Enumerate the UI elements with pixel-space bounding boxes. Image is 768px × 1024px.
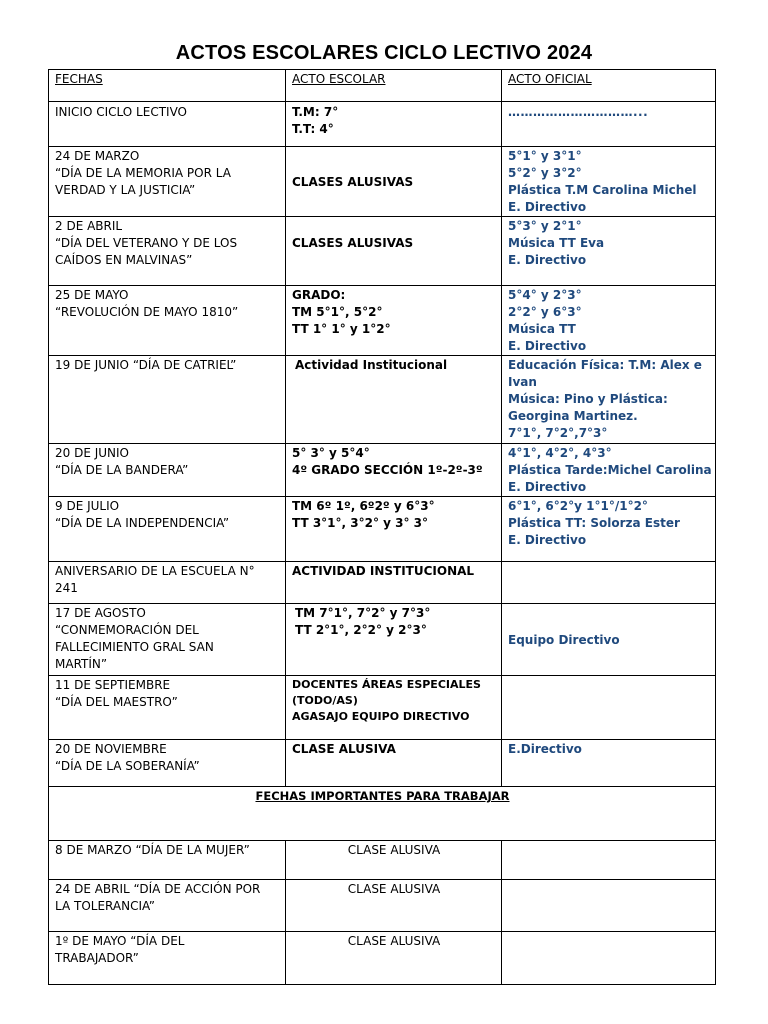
oficial-line: E. Directivo	[508, 339, 587, 353]
escolar-line: TT 1° 1° y 1°2°	[292, 322, 391, 336]
page-title: ACTOS ESCOLARES CICLO LECTIVO 2024	[175, 42, 593, 64]
fecha-line: “DÍA DE LA SOBERANÍA”	[55, 759, 200, 773]
escolar-cell	[286, 562, 502, 604]
fecha-line: 9 DE JULIO	[55, 499, 120, 513]
oficial-line: E. Directivo	[508, 253, 587, 267]
oficial-line: …………………………...	[508, 105, 649, 119]
fecha-line: “DÍA DE LA MEMORIA POR LA	[55, 166, 231, 180]
escolar-line: (TODO/AS)	[292, 694, 358, 707]
fecha-cell	[49, 497, 286, 562]
escolar-line: TM 6º 1º, 6º2º y 6°3°	[292, 499, 435, 513]
oficial-cell	[502, 562, 716, 604]
oficial-line: Plástica Tarde:Michel Carolina	[508, 463, 712, 477]
fecha-line: 17 DE AGOSTO	[55, 606, 146, 620]
escolar-line: AGASAJO EQUIPO DIRECTIVO	[292, 710, 470, 723]
oficial-line: Plástica T.M Carolina Michel	[508, 183, 697, 197]
escolar-cell	[286, 740, 502, 787]
fecha-cell	[49, 562, 286, 604]
oficial-line: 5°1° y 3°1°	[508, 149, 582, 163]
table-row	[49, 444, 716, 497]
escolar-line: TM 7°1°, 7°2° y 7°3°	[295, 606, 431, 620]
fecha-line: “CONMEMORACIÓN DEL	[55, 623, 199, 637]
escolar-line: CLASE ALUSIVA	[347, 843, 441, 857]
escolar-line: TT 3°1°, 3°2° y 3° 3°	[292, 516, 429, 530]
oficial-cell	[502, 147, 716, 217]
fecha-cell	[49, 604, 286, 676]
escolar-line: 4º GRADO SECCIÓN 1º-2º-3º	[292, 463, 483, 477]
fecha-line: 19 DE JUNIO “DÍA DE CATRIEL”	[55, 358, 237, 372]
fecha-line: LA TOLERANCIA”	[55, 899, 155, 913]
fecha-line: 20 DE JUNIO	[55, 446, 130, 460]
oficial-cell	[502, 444, 716, 497]
fecha-cell	[49, 356, 286, 444]
fecha-cell	[49, 286, 286, 356]
escolar-cell	[286, 841, 502, 880]
schedule-table	[48, 69, 716, 985]
oficial-line: 5°2° y 3°2°	[508, 166, 582, 180]
fecha-cell	[49, 102, 286, 147]
fecha-line: 20 DE NOVIEMBRE	[55, 742, 167, 756]
oficial-cell	[502, 356, 716, 444]
oficial-line: 7°1°, 7°2°,7°3°	[508, 426, 608, 440]
header-row	[49, 70, 716, 102]
fecha-cell	[49, 880, 286, 932]
fecha-line: 11 DE SEPTIEMBRE	[55, 678, 171, 692]
table-row	[49, 932, 716, 985]
section-title: FECHAS IMPORTANTES PARA TRABAJAR	[255, 789, 510, 803]
table-row	[49, 497, 716, 562]
escolar-cell	[286, 880, 502, 932]
table-row	[49, 841, 716, 880]
escolar-line: TT 2°1°, 2°2° y 2°3°	[295, 623, 427, 637]
escolar-cell	[286, 217, 502, 286]
fecha-cell	[49, 841, 286, 880]
escolar-cell	[286, 286, 502, 356]
escolar-cell	[286, 147, 502, 217]
fecha-line: 24 DE MARZO	[55, 149, 140, 163]
fecha-line: 25 DE MAYO	[55, 288, 129, 302]
table-row	[49, 562, 716, 604]
escolar-line: T.T: 4°	[292, 122, 334, 136]
fecha-line: “DÍA DEL MAESTRO”	[55, 695, 178, 709]
escolar-line: Actividad Institucional	[295, 358, 448, 372]
oficial-line: Música TT	[508, 322, 576, 336]
fecha-cell	[49, 932, 286, 985]
oficial-line: Educación Física: T.M: Alex e Ivan	[508, 358, 702, 389]
header-acto-escolar: ACTO ESCOLAR	[292, 72, 386, 86]
oficial-line: Equipo Directivo	[508, 632, 620, 647]
oficial-line: 6°1°, 6°2°y 1°1°/1°2°	[508, 499, 648, 513]
fecha-line: INICIO CICLO LECTIVO	[55, 105, 188, 119]
escolar-cell	[286, 676, 502, 740]
table-row	[49, 147, 716, 217]
escolar-line: CLASE ALUSIVA	[347, 934, 441, 948]
table-row	[49, 676, 716, 740]
oficial-cell	[502, 880, 716, 932]
escolar-line: ACTIVIDAD INSTITUCIONAL	[292, 564, 475, 578]
fecha-line: TRABAJADOR”	[55, 951, 139, 965]
header-acto-oficial: ACTO OFICIAL	[508, 72, 592, 86]
escolar-cell	[286, 604, 502, 676]
escolar-cell	[286, 497, 502, 562]
oficial-line: 2°2° y 6°3°	[508, 305, 582, 319]
escolar-line: 5° 3° y 5°4°	[292, 446, 370, 460]
table-row	[49, 217, 716, 286]
oficial-cell	[502, 604, 716, 676]
fecha-line: ANIVERSARIO DE LA ESCUELA N°	[55, 564, 255, 578]
fecha-line: “DÍA DE LA INDEPENDENCIA”	[55, 516, 230, 530]
oficial-cell	[502, 217, 716, 286]
escolar-line: CLASES ALUSIVAS	[292, 236, 414, 250]
table-row	[49, 604, 716, 676]
fecha-line: 24 DE ABRIL “DÍA DE ACCIÓN POR	[55, 882, 261, 896]
oficial-cell	[502, 102, 716, 147]
oficial-cell	[502, 676, 716, 740]
fecha-cell	[49, 740, 286, 787]
oficial-line: E. Directivo	[508, 533, 587, 547]
fecha-line: 8 DE MARZO “DÍA DE LA MUJER”	[55, 843, 250, 857]
escolar-cell	[286, 102, 502, 147]
oficial-line: Música: Pino y Plástica: Georgina Martinez.	[508, 392, 668, 423]
oficial-cell	[502, 286, 716, 356]
fecha-cell	[49, 676, 286, 740]
fecha-line: VERDAD Y LA JUSTICIA”	[55, 183, 196, 197]
table-row	[49, 740, 716, 787]
escolar-cell	[286, 444, 502, 497]
table-row	[49, 880, 716, 932]
escolar-line: DOCENTES ÁREAS ESPECIALES	[292, 678, 481, 691]
oficial-line: E. Directivo	[508, 200, 587, 214]
oficial-cell	[502, 497, 716, 562]
oficial-line: Plástica TT: Solorza Ester	[508, 516, 680, 530]
escolar-cell	[286, 356, 502, 444]
fecha-cell	[49, 444, 286, 497]
fecha-line: “REVOLUCIÓN DE MAYO 1810”	[55, 305, 239, 319]
fecha-line: 1º DE MAYO “DÍA DEL	[55, 934, 185, 948]
escolar-line: T.M: 7°	[292, 105, 339, 119]
oficial-cell	[502, 932, 716, 985]
table-row	[49, 356, 716, 444]
fecha-line: CAÍDOS EN MALVINAS”	[55, 253, 193, 267]
escolar-line: CLASE ALUSIVA	[347, 882, 441, 896]
escolar-line: GRADO:	[292, 288, 346, 302]
fecha-cell	[49, 147, 286, 217]
oficial-line: Música TT Eva	[508, 236, 605, 250]
oficial-line: E. Directivo	[508, 480, 587, 494]
escolar-line: TM 5°1°, 5°2°	[292, 305, 383, 319]
section-cell	[49, 787, 716, 841]
oficial-cell	[502, 740, 716, 787]
fecha-line: 241	[55, 581, 78, 595]
fecha-line: “DÍA DEL VETERANO Y DE LOS	[55, 236, 238, 250]
header-fechas: FECHAS	[55, 72, 103, 86]
oficial-line: E.Directivo	[508, 742, 582, 756]
oficial-line: 5°3° y 2°1°	[508, 219, 582, 233]
oficial-line: 4°1°, 4°2°, 4°3°	[508, 446, 612, 460]
escolar-cell	[286, 932, 502, 985]
fecha-line: “DÍA DE LA BANDERA”	[55, 463, 189, 477]
fecha-line: MARTÍN”	[55, 657, 108, 671]
table-row	[49, 102, 716, 147]
section-row	[49, 787, 716, 841]
oficial-line: 5°4° y 2°3°	[508, 288, 582, 302]
escolar-line: CLASES ALUSIVAS	[292, 174, 414, 189]
oficial-cell	[502, 841, 716, 880]
fecha-line: FALLECIMIENTO GRAL SAN	[55, 640, 214, 654]
fecha-line: 2 DE ABRIL	[55, 219, 123, 233]
escolar-line: CLASE ALUSIVA	[292, 742, 396, 756]
fecha-cell	[49, 217, 286, 286]
table-row	[49, 286, 716, 356]
